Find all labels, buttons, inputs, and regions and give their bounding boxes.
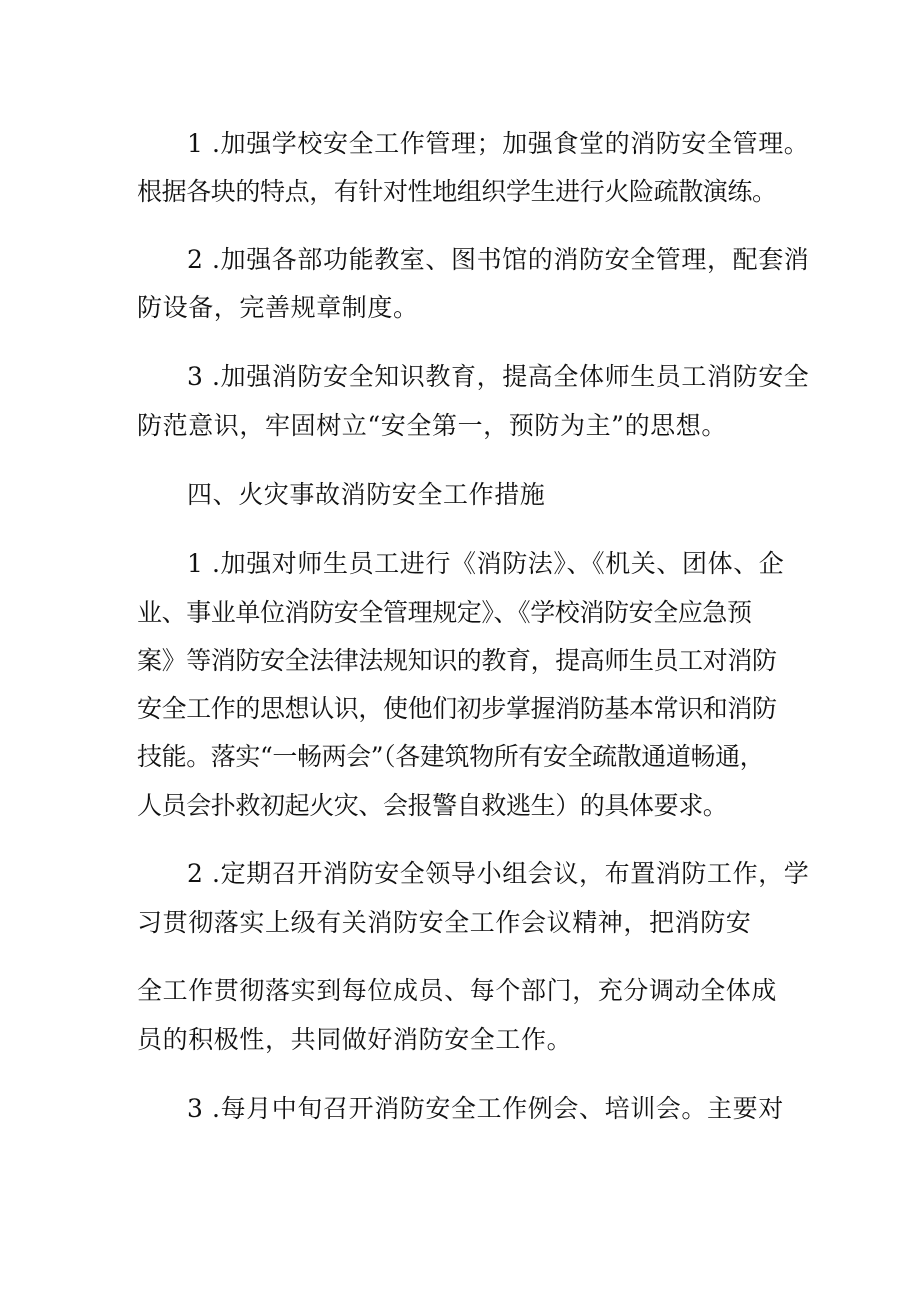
paragraph-line: 3 .加强消防安全知识教育，提高全体师生员工消防安全 xyxy=(187,362,810,391)
paragraph-line: 员的积极性，共同做好消防安全工作。 xyxy=(137,1025,573,1054)
section-heading: 四、火灾事故消防安全工作措施 xyxy=(187,480,546,509)
paragraph-line: 人员会扑救初起火灾、会报警自救逃生）的具体要求。 xyxy=(137,791,728,820)
paragraph-line: 业、事业单位消防安全管理规定》、《学校消防安全应急预 xyxy=(137,598,752,627)
paragraph-line: 技能。落实“一畅两会”（各建筑物所有安全疏散通道畅通， xyxy=(137,742,765,771)
paragraph-line: 防设备，完善规章制度。 xyxy=(137,293,419,322)
paragraph-line: 1 .加强对师生员工进行《消防法》、《机关、团体、企 xyxy=(187,549,785,578)
paragraph-line: 全工作贯彻落实到每位成员、每个部门，充分调动全体成 xyxy=(137,976,778,1005)
paragraph-line: 防范意识，牢固树立“安全第一，预防为主”的思想。 xyxy=(137,411,727,440)
paragraph-line: 1 .加强学校安全工作管理；加强食堂的消防安全管理。 xyxy=(187,129,810,158)
paragraph-line: 2 .定期召开消防安全领导小组会议，布置消防工作，学 xyxy=(187,859,810,888)
paragraph-line: 2 .加强各部功能教室、图书馆的消防安全管理，配套消 xyxy=(187,245,810,274)
paragraph-line: 习贯彻落实上级有关消防安全工作会议精神，把消防安 xyxy=(137,908,752,937)
paragraph-line: 安全工作的思想认识，使他们初步掌握消防基本常识和消防 xyxy=(137,694,777,723)
paragraph-line: 根据各块的特点，有针对性地组织学生进行火险疏散演练。 xyxy=(137,177,777,206)
paragraph-line: 案》等消防安全法律法规知识的教育，提高师生员工对消防 xyxy=(137,646,777,675)
paragraph-line: 3 .每月中旬召开消防安全工作例会、培训会。主要对 xyxy=(187,1094,784,1123)
